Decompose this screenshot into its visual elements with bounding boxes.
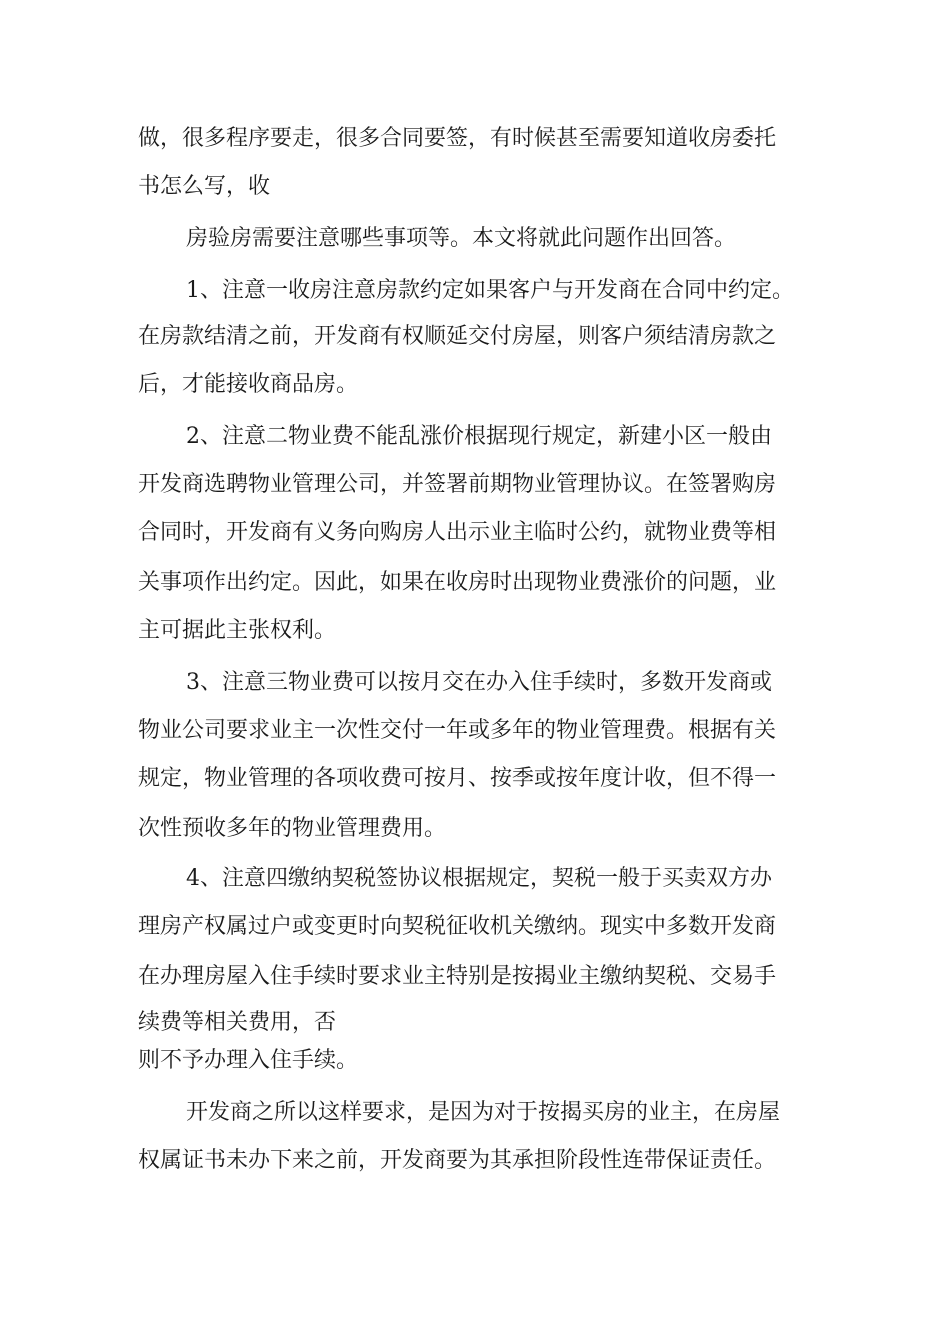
text-line: 做，很多程序要走，很多合同要签，有时候甚至需要知道收房委托	[138, 126, 777, 151]
text-line: 后，才能接收商品房。	[138, 372, 359, 397]
text-line: 书怎么写，收	[138, 174, 271, 199]
text-line: 4、注意四缴纳契税签协议根据规定，契税一般于买卖双方办	[186, 866, 772, 891]
text-line: 物业公司要求业主一次性交付一年或多年的物业管理费。根据有关	[138, 718, 777, 743]
text-line: 3、注意三物业费可以按月交在办入住手续时，多数开发商或	[186, 670, 772, 695]
text-line: 合同时，开发商有义务向购房人出示业主临时公约，就物业费等相	[138, 520, 777, 545]
text-line: 续费等相关费用，否	[138, 1010, 337, 1035]
text-line: 主可据此主张权利。	[138, 618, 337, 643]
text-line: 2、注意二物业费不能乱涨价根据现行规定，新建小区一般由	[186, 424, 772, 449]
text-line: 次性预收多年的物业管理费用。	[138, 816, 447, 841]
text-line: 1、注意一收房注意房款约定如果客户与开发商在合同中约定。	[186, 278, 794, 303]
text-line: 理房产权属过户或变更时向契税征收机关缴纳。现实中多数开发商	[138, 914, 777, 939]
text-line: 开发商之所以这样要求，是因为对于按揭买房的业主，在房屋	[186, 1100, 781, 1125]
text-line: 房验房需要注意哪些事项等。本文将就此问题作出回答。	[186, 226, 737, 251]
text-line: 开发商选聘物业管理公司，并签署前期物业管理协议。在签署购房	[138, 472, 777, 497]
text-line: 关事项作出约定。因此，如果在收房时出现物业费涨价的问题，业	[138, 570, 777, 595]
text-line: 则不予办理入住手续。	[138, 1048, 359, 1073]
text-line: 在房款结清之前，开发商有权顺延交付房屋，则客户须结清房款之	[138, 324, 777, 349]
text-line: 权属证书未办下来之前，开发商要为其承担阶段性连带保证责任。	[138, 1148, 777, 1173]
text-line: 规定，物业管理的各项收费可按月、按季或按年度计收，但不得一	[138, 766, 777, 791]
text-line: 在办理房屋入住手续时要求业主特别是按揭业主缴纳契税、交易手	[138, 964, 777, 989]
